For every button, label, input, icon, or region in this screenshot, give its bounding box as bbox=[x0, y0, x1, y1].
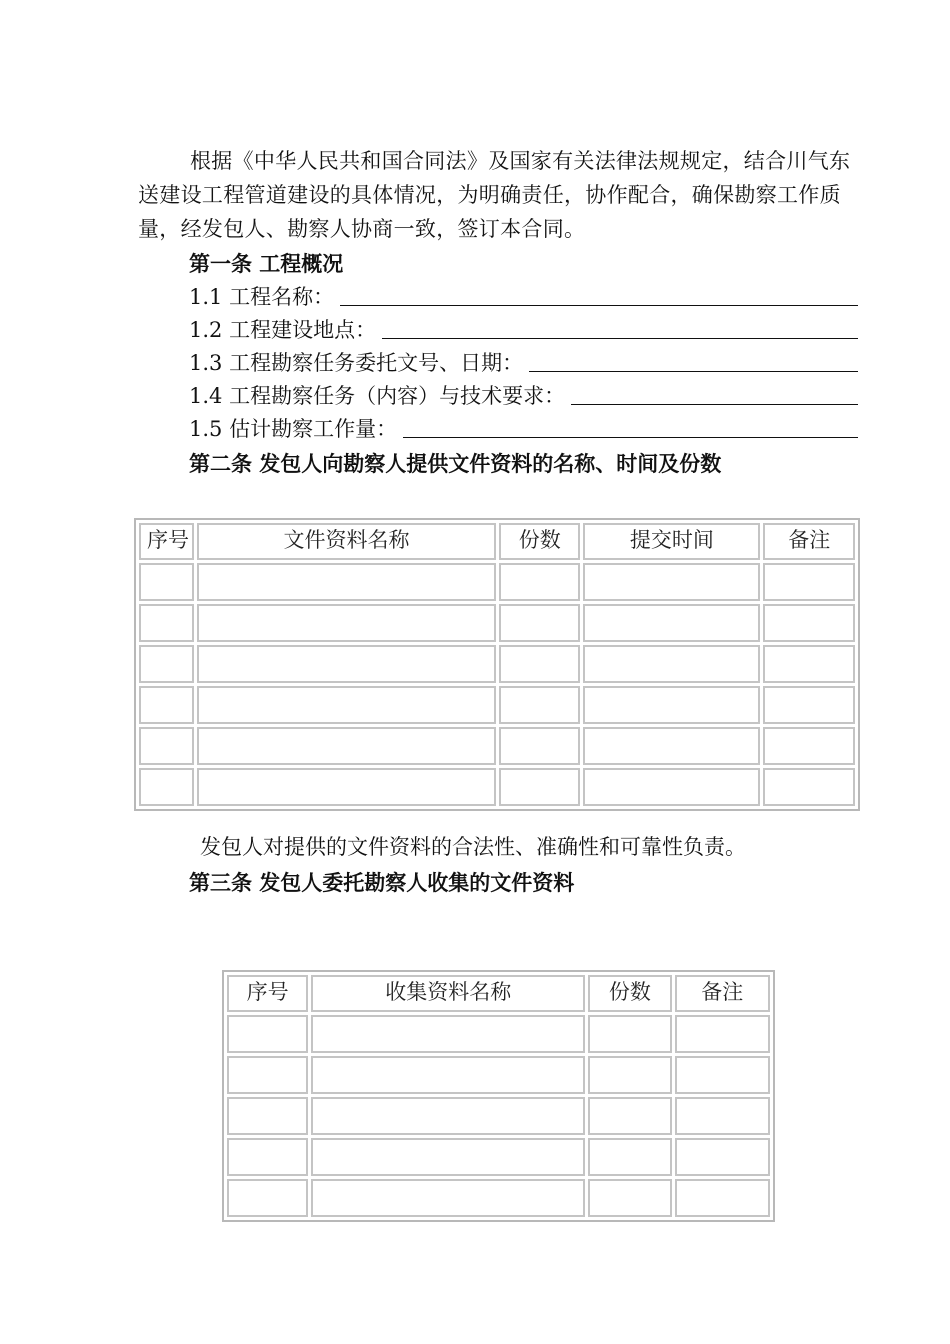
table-cell[interactable] bbox=[763, 727, 855, 765]
workload-field bbox=[189, 414, 858, 444]
article-1-heading: 第一条 工程概况 bbox=[189, 251, 344, 276]
table-cell[interactable] bbox=[139, 686, 194, 724]
table-row bbox=[139, 645, 855, 683]
commission-doc-label: 1.3 工程勘察任务委托文号、日期： bbox=[189, 351, 524, 375]
table-row bbox=[227, 1056, 770, 1094]
column-header-copies: 份数 bbox=[588, 975, 671, 1012]
column-header-index: 序号 bbox=[139, 523, 194, 560]
table-cell[interactable] bbox=[583, 645, 760, 683]
table-header-row bbox=[139, 523, 855, 560]
table-cell[interactable] bbox=[583, 604, 760, 642]
table-cell[interactable] bbox=[763, 645, 855, 683]
table-row bbox=[139, 727, 855, 765]
table-cell[interactable] bbox=[311, 1015, 585, 1053]
table-cell[interactable] bbox=[763, 768, 855, 806]
table-cell[interactable] bbox=[499, 645, 580, 683]
table-cell[interactable] bbox=[227, 1138, 308, 1176]
table-row bbox=[227, 1015, 770, 1053]
workload-label: 1.5 估计勘察工作量： bbox=[189, 417, 398, 441]
survey-task-label: 1.4 工程勘察任务（内容）与技术要求： bbox=[189, 384, 566, 408]
project-name-field bbox=[189, 282, 858, 312]
workload-blank bbox=[403, 436, 858, 438]
table-row bbox=[139, 768, 855, 806]
table-header-row bbox=[227, 975, 770, 1012]
table-cell[interactable] bbox=[588, 1015, 671, 1053]
table-cell[interactable] bbox=[763, 563, 855, 601]
table-row bbox=[139, 563, 855, 601]
table-cell[interactable] bbox=[139, 727, 194, 765]
table-cell[interactable] bbox=[197, 563, 496, 601]
commission-doc-field bbox=[189, 348, 858, 378]
table-cell[interactable] bbox=[763, 686, 855, 724]
column-header-remarks: 备注 bbox=[763, 523, 855, 560]
table-cell[interactable] bbox=[499, 563, 580, 601]
column-header-index: 序号 bbox=[227, 975, 308, 1012]
table-cell[interactable] bbox=[583, 686, 760, 724]
table-cell[interactable] bbox=[227, 1179, 308, 1217]
table-cell[interactable] bbox=[675, 1097, 770, 1135]
project-location-blank bbox=[382, 337, 858, 339]
table-row bbox=[227, 1097, 770, 1135]
table-cell[interactable] bbox=[139, 563, 194, 601]
commission-doc-blank bbox=[529, 370, 858, 372]
table-cell[interactable] bbox=[227, 1056, 308, 1094]
table-cell[interactable] bbox=[675, 1015, 770, 1053]
table-cell[interactable] bbox=[311, 1056, 585, 1094]
table-cell[interactable] bbox=[311, 1097, 585, 1135]
table-cell[interactable] bbox=[588, 1056, 671, 1094]
table-cell[interactable] bbox=[675, 1138, 770, 1176]
table-cell[interactable] bbox=[499, 686, 580, 724]
table-cell[interactable] bbox=[499, 727, 580, 765]
table-cell[interactable] bbox=[583, 768, 760, 806]
article-2-heading: 第二条 发包人向勘察人提供文件资料的名称、时间及份数 bbox=[189, 451, 722, 476]
table-cell[interactable] bbox=[197, 604, 496, 642]
table-cell[interactable] bbox=[588, 1179, 671, 1217]
table-cell[interactable] bbox=[675, 1179, 770, 1217]
table-cell[interactable] bbox=[499, 768, 580, 806]
column-header-document-name: 文件资料名称 bbox=[197, 523, 496, 560]
table-cell[interactable] bbox=[588, 1138, 671, 1176]
table-cell[interactable] bbox=[227, 1097, 308, 1135]
table-row bbox=[139, 686, 855, 724]
column-header-remarks: 备注 bbox=[675, 975, 770, 1012]
table-cell[interactable] bbox=[763, 604, 855, 642]
project-location-label: 1.2 工程建设地点： bbox=[189, 318, 377, 342]
table-cell[interactable] bbox=[675, 1056, 770, 1094]
column-header-collected-name: 收集资料名称 bbox=[311, 975, 585, 1012]
survey-task-field bbox=[189, 381, 858, 411]
collected-documents-table bbox=[222, 970, 775, 1222]
column-header-submit-time: 提交时间 bbox=[583, 523, 760, 560]
project-name-blank bbox=[340, 304, 858, 306]
table-row bbox=[139, 604, 855, 642]
responsibility-note: 发包人对提供的文件资料的合法性、准确性和可靠性负责。 bbox=[200, 835, 746, 859]
table-cell[interactable] bbox=[197, 768, 496, 806]
project-location-field bbox=[189, 315, 858, 345]
table-cell[interactable] bbox=[588, 1097, 671, 1135]
article-3-heading: 第三条 发包人委托勘察人收集的文件资料 bbox=[189, 870, 575, 895]
table-row bbox=[227, 1138, 770, 1176]
intro-paragraph: 根据《中华人民共和国合同法》及国家有关法律法规规定，结合川气东送建设工程管道建设的具体情况，为明确责任，协作配合，确保勘察工作质量，经发包人、勘察人协商一致，签订本合同。 bbox=[138, 149, 851, 241]
table-cell[interactable] bbox=[197, 645, 496, 683]
table-cell[interactable] bbox=[197, 727, 496, 765]
table-cell[interactable] bbox=[583, 727, 760, 765]
table-cell[interactable] bbox=[311, 1179, 585, 1217]
table-cell[interactable] bbox=[139, 645, 194, 683]
column-header-copies: 份数 bbox=[499, 523, 580, 560]
table-cell[interactable] bbox=[197, 686, 496, 724]
provided-documents-table bbox=[134, 518, 860, 811]
table-cell[interactable] bbox=[227, 1015, 308, 1053]
table-cell[interactable] bbox=[311, 1138, 585, 1176]
table-row bbox=[227, 1179, 770, 1217]
project-name-label: 1.1 工程名称： bbox=[189, 285, 335, 309]
table-cell[interactable] bbox=[139, 768, 194, 806]
table-cell[interactable] bbox=[583, 563, 760, 601]
table-cell[interactable] bbox=[139, 604, 194, 642]
survey-task-blank bbox=[571, 403, 858, 405]
table-cell[interactable] bbox=[499, 604, 580, 642]
